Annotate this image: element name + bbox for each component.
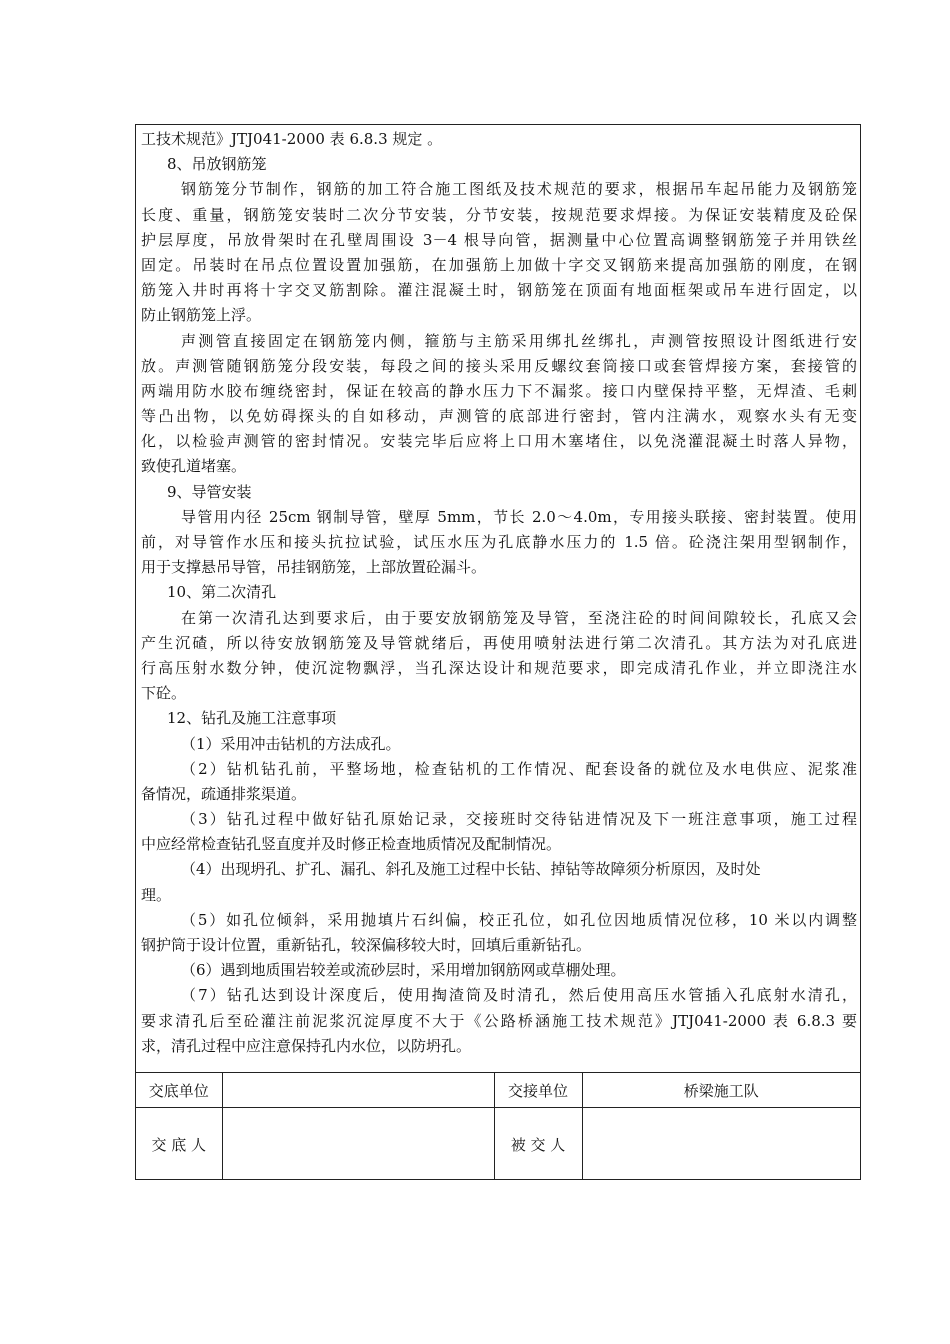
text-line: 下砼。: [141, 684, 187, 703]
text-line: 放。声测管随钢筋笼分段安装，每段之间的接头采用反螺纹套筒接口或套管焊接方案，套接管的: [141, 356, 857, 375]
text-line: 等凸出物，以免妨碍探头的自如移动，声测管的底部进行密封，管内注满水，观察水头有无变: [141, 407, 857, 426]
text-line: 固定。吊装时在吊点位置设置加强筋，在加强筋上加做十字交叉钢筋来提高加强筋的刚度，在钢: [141, 255, 857, 274]
text-line: 致使孔道堵塞。: [141, 457, 247, 476]
text-line: 理。: [141, 885, 172, 904]
text-line: 防止钢筋笼上浮。: [141, 306, 262, 325]
document-frame: [135, 124, 861, 1180]
text-line: 筋笼入井时再将十字交叉筋割除。灌注混凝土时，钢筋笼在顶面有地面框架或吊车进行固定，以: [141, 281, 857, 300]
text-line: （1）采用冲击钻机的方法成孔。: [181, 734, 401, 753]
text-line: 用于支撑悬吊导管，吊挂钢筋笼，上部放置砼漏斗。: [141, 558, 487, 577]
text-line: 两端用防水胶布缠绕密封，保证在较高的静水压力下不漏浆。接口内壁保持平整，无焊渣、毛刺: [141, 381, 857, 400]
section-heading: 8、吊放钢筋笼: [167, 155, 267, 174]
text-line: 长度、重量，钢筋笼安装时二次分节安装，分节安装，按规范要求焊接。为保证安装精度及砼保: [141, 205, 857, 224]
text-line: 护层厚度，吊放骨架时在孔壁周围设 3－4 根导向管，据测量中心位置高调整钢筋笼子并用铁丝: [141, 230, 857, 249]
body-text: [141, 127, 857, 1059]
text-line: 导管用内径 25cm 钢制导管，壁厚 5mm，节长 2.0～4.0m，专用接头联接、密封装置。使用: [181, 507, 857, 526]
section-heading: 9、导管安装: [167, 482, 252, 501]
text-line: （7）钻孔达到设计深度后，使用掏渣筒及时清孔，然后使用高压水管插入孔底射水清孔，: [181, 986, 857, 1005]
handover-person-label: 交 底 人: [136, 1108, 222, 1181]
text-line: （6）遇到地质围岩较差或流砂层时，采用增加钢筋网或草棚处理。: [181, 961, 626, 980]
text-line: 中应经常检查钻孔竖直度并及时修正检查地质情况及配制情况。: [141, 835, 562, 854]
text-line: （2）钻机钻孔前，平整场地，检查钻机的工作情况、配套设备的就位及水电供应、泥浆准: [181, 759, 857, 778]
signature-table: [136, 1072, 860, 1180]
text-line: 行高压射水数分钟，使沉淀物飘浮，当孔深达设计和规范要求，即完成清孔作业，并立即浇注水: [141, 658, 857, 677]
receiver-unit-label: 交接单位: [494, 1073, 582, 1108]
handover-person-value: [222, 1108, 494, 1181]
text-line: （4）出现坍孔、扩孔、漏孔、斜孔及施工过程中长钻、掉钻等故障须分析原因，及时处: [181, 860, 761, 879]
receiver-unit-value: 桥梁施工队: [582, 1073, 860, 1108]
handover-unit-label: 交底单位: [136, 1073, 222, 1108]
text-line: 钢筋笼分节制作，钢筋的加工符合施工图纸及技术规范的要求，根据吊车起吊能力及钢筋笼: [181, 180, 857, 199]
text-line: 工技术规范》JTJ041-2000 表 6.8.3 规定 。: [141, 130, 443, 148]
text-line: 声测管直接固定在钢筋笼内侧，箍筋与主筋采用绑扎丝绑扎，声测管按照设计图纸进行安: [181, 331, 857, 350]
text-line: 钢护筒于设计位置，重新钻孔，较深偏移较大时，回填后重新钻孔。: [141, 936, 592, 954]
handover-unit-value: [222, 1073, 494, 1108]
text-line: 化，以检验声测管的密封情况。安装完毕后应将上口用木塞堵住，以免浇灌混凝土时落人异物，: [141, 432, 857, 451]
text-line: 在第一次清孔达到要求后，由于要安放钢筋笼及导管，至浇注砼的时间间隙较长，孔底又会: [181, 608, 857, 627]
text-line: 前，对导管作水压和接头抗拉试验，试压水压为孔底静水压力的 1.5 倍。砼浇注架用型钢制作，: [141, 533, 857, 551]
text-line: （5）如孔位倾斜，采用抛填片石纠偏，校正孔位，如孔位因地质情况位移，10 米以内调整: [181, 910, 857, 929]
receiver-person-label: 被 交 人: [494, 1108, 582, 1181]
text-line: （3）钻孔过程中做好钻孔原始记录，交接班时交待钻进情况及下一班注意事项，施工过程: [181, 810, 857, 829]
text-line: 求，清孔过程中应注意保持孔内水位，以防坍孔。: [141, 1036, 472, 1055]
text-line: 产生沉碴，所以待安放钢筋笼及导管就绪后，再使用喷射法进行第二次清孔。其方法为对孔底进: [141, 633, 857, 652]
section-heading: 12、钻孔及施工注意事项: [167, 709, 337, 728]
text-line: 备情况，疏通排浆渠道。: [141, 784, 307, 803]
text-line: 要求清孔后至砼灌注前泥浆沉淀厚度不大于《公路桥涵施工技术规范》JTJ041-2000 表 6.8.3 要: [141, 1011, 857, 1030]
section-heading: 10、第二次清孔: [167, 583, 277, 602]
receiver-person-value: [582, 1108, 860, 1181]
